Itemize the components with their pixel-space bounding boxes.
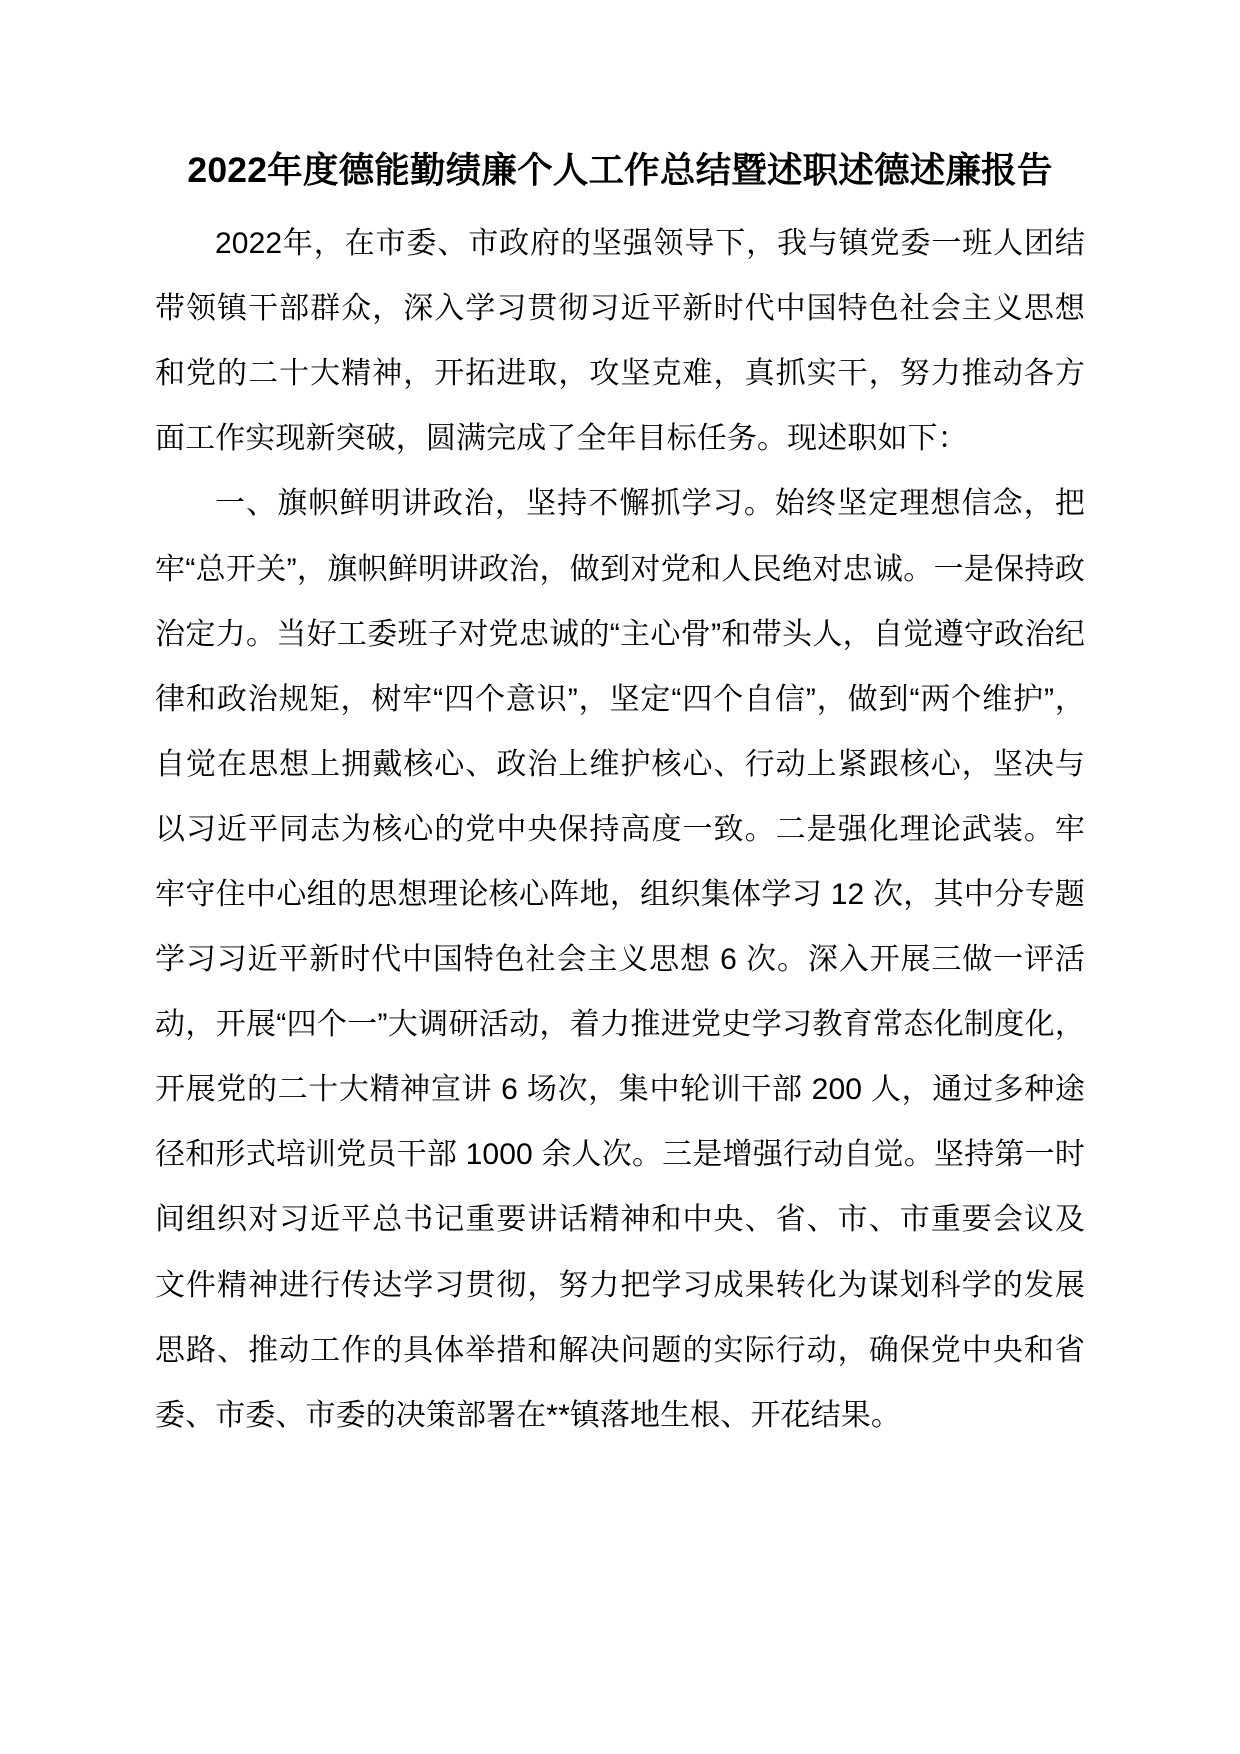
document-body xyxy=(155,211,1085,1448)
page-title: 2022年度德能勤绩廉个人工作总结暨述职述德述廉报告 xyxy=(187,150,1053,190)
paragraph-1: 2022年，在市委、市政府的坚强领导下，我与镇党委一班人团结带领镇干部群众，深入学习贯彻习近平新时代中国特色社会主义思想和党的二十大精神，开拓进取，攻坚克难，真抓实干，努力推动各方面工作实现新突破，圆满完成了全年目标任务。现述职如下： xyxy=(155,227,1085,456)
paragraph-2: 一、旗帜鲜明讲政治，坚持不懈抓学习。始终坚定理想信念，把牢“总开关”，旗帜鲜明讲政治，做到对党和人民绝对忠诚。一是保持政治定力。当好工委班子对党忠诚的“主心骨”和带头人，自觉遵守政治纪律和政治规矩，树牢“四个意识”，坚定“四个自信”，做到“两个维护”，自觉在思想上拥戴核心、政治上维护核心、行动上紧跟核心，坚决与以习近平同志为核心的党中央保持高度一致。二是强化理论武装。牢牢守住中心组的思想理论核心阵地，组织集体学习 12 次，其中分专题学习习近平新时代中国特色社会主义思想 6 次。深入开展三做一评活动，开展“四个一”大调研活动，着力推进党史学习教育常态化制度化，开展党的二十大精神宣讲 6 场次，集中轮训干部 200 人，通过多种途径和形式培训党员干部 1000 余人次。三是增强行动自觉。坚持第一时间组织对习近平总书记重要讲话精神和中央、省、市、市重要会议及文件精神进行传达学习贯彻，努力把学习成果转化为谋划科学的发展思路、推动工作的具体举措和解决问题的实际行动，确保党中央和省委、市委、市委的决策部署在**镇落地生根、开花结果。 xyxy=(155,487,1085,1432)
